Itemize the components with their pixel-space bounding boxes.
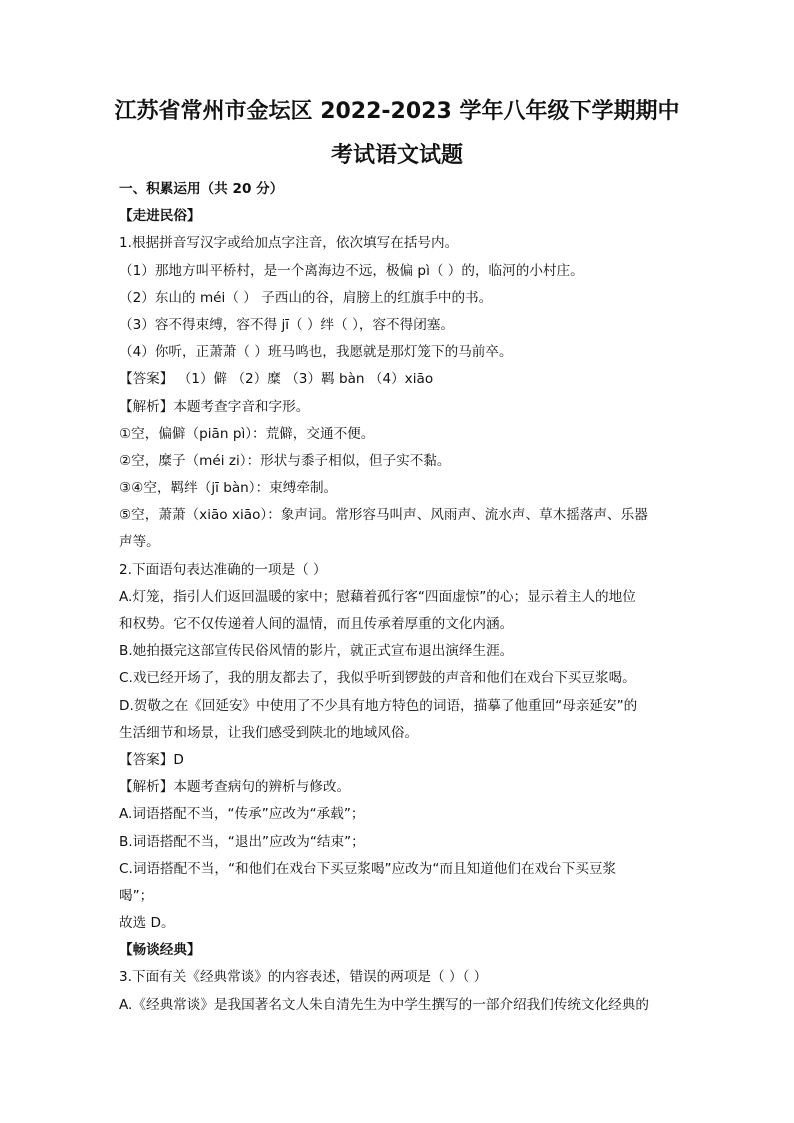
analysis-item: ③④空，羁绊（jī bàn）：束缚牵制。	[119, 480, 338, 497]
analysis-item: C.词语搭配不当，“和他们在戏台下买豆浆喝”应改为“而且知道他们在戏台下买豆浆	[119, 860, 617, 877]
document-title-line-1: 江苏省常州市金坛区 2022-2023 学年八年级下学期期中	[114, 99, 680, 124]
analysis-item: B.词语搭配不当，“退出”应改为“结束”；	[119, 833, 365, 850]
analysis-line: 【解析】本题考查字音和字形。	[119, 398, 310, 415]
analysis-item: ②空，糜子（méi zi）：形状与黍子相似，但子实不黏。	[119, 452, 451, 469]
question-item: （1）那地方叫平桥村，是一个离海边不远，极偏 pì（ ）的，临河的小村庄。	[119, 262, 584, 279]
question-item: （2）东山的 méi（ ） 子西山的谷，肩膀上的红旗手中的书。	[119, 289, 493, 306]
question-stem: 1.根据拼音写汉字或给加点字注音，依次填写在括号内。	[119, 235, 459, 252]
answer-line: 【答案】D	[119, 751, 184, 768]
question-item: （3）容不得束缚，容不得 jī（ ）绊（ ），容不得闭塞。	[119, 316, 455, 333]
question-stem: 2.下面语句表达准确的一项是（ ）	[119, 561, 327, 578]
subsection-heading: 【走进民俗】	[119, 208, 201, 225]
analysis-item: ①空，偏僻（piān pì）：荒僻，交通不便。	[119, 425, 375, 442]
option-a: A.《经典常谈》是我国著名文人朱自清先生为中学生撰写的一部介绍我们传统文化经典的	[119, 996, 649, 1013]
analysis-item-continued: 声等。	[119, 534, 160, 551]
analysis-item-continued: 喝”；	[119, 887, 154, 904]
section-heading: 一、积累运用（共 20 分）	[119, 181, 284, 197]
option-d-continued: 生活细节和场景，让我们感受到陕北的地域风俗。	[119, 724, 419, 741]
answer-line: 【答案】 （1）僻 （2）糜 （3）羁 bàn （4）xiāo	[119, 371, 434, 388]
conclusion-line: 故选 D。	[119, 915, 175, 932]
analysis-item: ⑤空，萧萧（xiāo xiāo）：象声词。常形容马叫声、风雨声、流水声、草木摇落声、乐器	[119, 507, 648, 524]
analysis-item: A.词语搭配不当，“传承”应改为“承载”；	[119, 806, 365, 823]
analysis-line: 【解析】本题考查病句的辨析与修改。	[119, 779, 351, 796]
question-item: （4）你听，正萧萧（ ）班马鸣也，我愿就是那灯笼下的马前卒。	[119, 344, 513, 361]
document-title-line-2: 考试语文试题	[330, 143, 463, 168]
document-body	[119, 176, 679, 1019]
subsection-heading: 【畅谈经典】	[119, 942, 201, 959]
option-d: D.贺敬之在《回延安》中使用了不少具有地方特色的词语，描摹了他重回“母亲延安”的	[119, 697, 638, 714]
option-c: C.戏已经开场了，我的朋友都去了，我似乎听到锣鼓的声音和他们在戏台下买豆浆喝。	[119, 670, 636, 687]
option-b: B.她拍摄完这部宣传民俗风情的影片，就正式宣布退出演绎生涯。	[119, 643, 514, 660]
option-a: A.灯笼，指引人们返回温暖的家中；慰藉着孤行客“四面虚惊”的心；显示着主人的地位	[119, 588, 636, 605]
option-a-continued: 和权势。它不仅传递着人间的温情，而且传承着厚重的文化内涵。	[119, 616, 514, 632]
question-stem: 3.下面有关《经典常谈》的内容表述，错误的两项是（ ）（ ）	[119, 969, 488, 986]
